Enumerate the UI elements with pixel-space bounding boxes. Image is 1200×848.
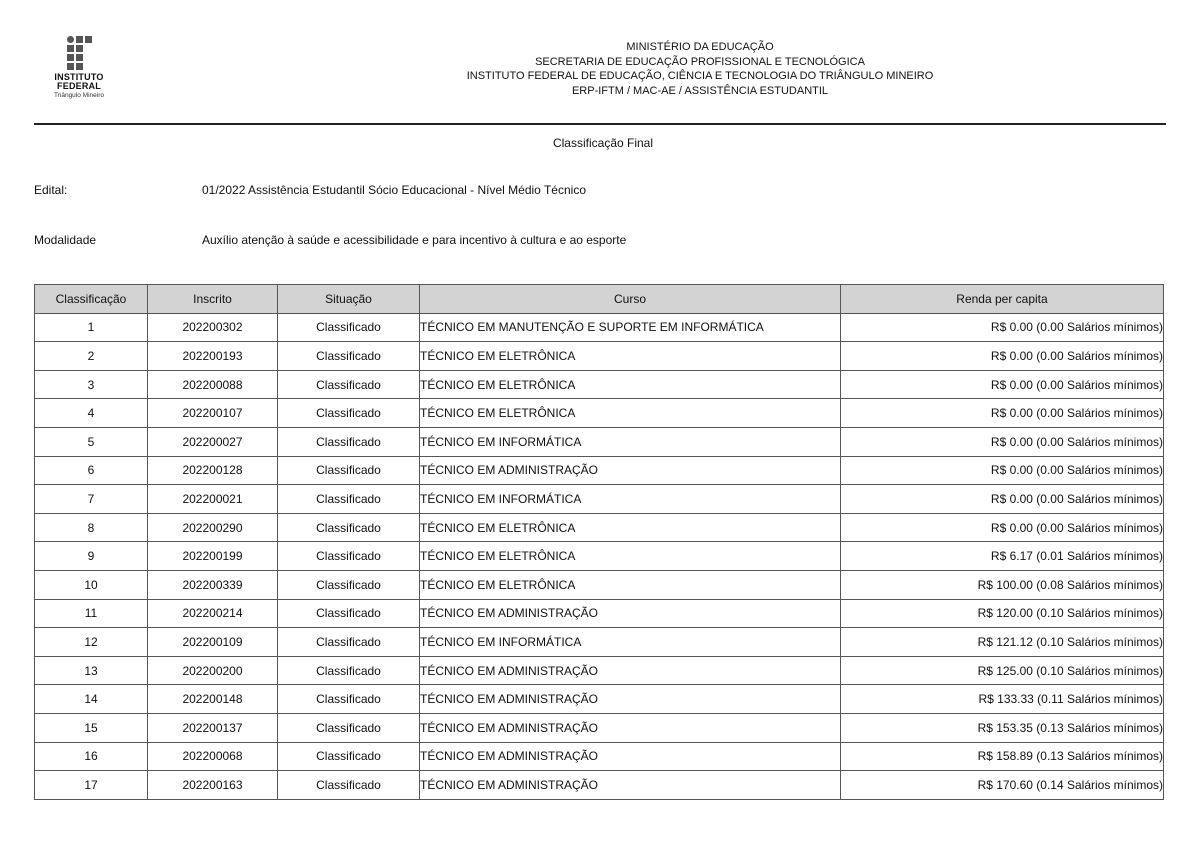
header-secretariat: SECRETARIA DE EDUCAÇÃO PROFISSIONAL E TECNOLÓGICA [535,55,865,68]
cell-classificacao: 2 [35,342,148,371]
cell-classificacao: 13 [35,656,148,685]
cell-inscrito: 202200027 [148,427,278,456]
cell-curso: TÉCNICO EM ADMINISTRAÇÃO [420,771,841,800]
logo-text-line1: INSTITUTO [54,72,104,82]
cell-inscrito: 202200128 [148,456,278,485]
table-row [35,427,1164,456]
header-system: ERP-IFTM / MAC-AE / ASSISTÊNCIA ESTUDANTIL [571,84,829,97]
cell-curso: TÉCNICO EM ADMINISTRAÇÃO [420,456,841,485]
cell-situacao: Classificado [278,685,420,714]
cell-inscrito: 202200107 [148,399,278,428]
cell-situacao: Classificado [278,342,420,371]
cell-curso: TÉCNICO EM ELETRÔNICA [420,542,841,571]
column-header-inscrito: Inscrito [148,285,278,314]
cell-classificacao: 3 [35,370,148,399]
cell-inscrito: 202200021 [148,485,278,514]
cell-curso: TÉCNICO EM ADMINISTRAÇÃO [420,599,841,628]
edital-label: Edital: [34,183,68,197]
cell-classificacao: 11 [35,599,148,628]
cell-curso: TÉCNICO EM ADMINISTRAÇÃO [420,656,841,685]
cell-curso: TÉCNICO EM MANUTENÇÃO E SUPORTE EM INFORMÁTICA [420,313,841,342]
cell-classificacao: 12 [35,628,148,657]
cell-situacao: Classificado [278,656,420,685]
table-header-row [35,285,1164,314]
cell-curso: TÉCNICO EM ELETRÔNICA [420,570,841,599]
cell-situacao: Classificado [278,713,420,742]
cell-renda: R$ 170.60 (0.14 Salários mínimos) [841,771,1164,800]
cell-classificacao: 8 [35,513,148,542]
cell-renda: R$ 100.00 (0.08 Salários mínimos) [841,570,1164,599]
cell-classificacao: 14 [35,685,148,714]
cell-situacao: Classificado [278,542,420,571]
logo-text-line2: FEDERAL [57,81,101,91]
column-header-classificacao: Classificação [35,285,148,314]
table-body [35,313,1164,799]
cell-classificacao: 4 [35,399,148,428]
cell-renda: R$ 0.00 (0.00 Salários mínimos) [841,456,1164,485]
cell-inscrito: 202200163 [148,771,278,800]
cell-situacao: Classificado [278,313,420,342]
cell-inscrito: 202200214 [148,599,278,628]
cell-renda: R$ 120.00 (0.10 Salários mínimos) [841,599,1164,628]
cell-curso: TÉCNICO EM ADMINISTRAÇÃO [420,685,841,714]
cell-classificacao: 10 [35,570,148,599]
cell-inscrito: 202200109 [148,628,278,657]
cell-inscrito: 202200088 [148,370,278,399]
table-row [35,771,1164,800]
table-row [35,542,1164,571]
cell-classificacao: 9 [35,542,148,571]
document-header [400,40,1000,98]
logo-mark-icon [67,36,92,70]
table-row [35,570,1164,599]
institution-logo [34,36,124,100]
cell-inscrito: 202200137 [148,713,278,742]
cell-renda: R$ 6.17 (0.01 Salários mínimos) [841,542,1164,571]
cell-situacao: Classificado [278,513,420,542]
cell-inscrito: 202200339 [148,570,278,599]
cell-curso: TÉCNICO EM INFORMÁTICA [420,485,841,514]
edital-value: 01/2022 Assistência Estudantil Sócio Educacional - Nível Médio Técnico [202,183,586,197]
cell-renda: R$ 125.00 (0.10 Salários mínimos) [841,656,1164,685]
cell-curso: TÉCNICO EM ELETRÔNICA [420,399,841,428]
cell-renda: R$ 0.00 (0.00 Salários mínimos) [841,342,1164,371]
cell-situacao: Classificado [278,456,420,485]
cell-situacao: Classificado [278,771,420,800]
cell-renda: R$ 121.12 (0.10 Salários mínimos) [841,628,1164,657]
cell-inscrito: 202200302 [148,313,278,342]
cell-situacao: Classificado [278,485,420,514]
table-row [35,599,1164,628]
cell-renda: R$ 0.00 (0.00 Salários mínimos) [841,399,1164,428]
cell-classificacao: 1 [35,313,148,342]
table-row [35,313,1164,342]
cell-renda: R$ 153.35 (0.13 Salários mínimos) [841,713,1164,742]
column-header-renda: Renda per capita [841,285,1164,314]
cell-classificacao: 15 [35,713,148,742]
cell-situacao: Classificado [278,742,420,771]
page-title: Classificação Final [552,136,654,150]
cell-inscrito: 202200290 [148,513,278,542]
cell-classificacao: 17 [35,771,148,800]
table-row [35,456,1164,485]
cell-curso: TÉCNICO EM INFORMÁTICA [420,427,841,456]
logo-text-line3: Triângulo Mineiro [54,92,104,99]
table-row [35,713,1164,742]
header-institute: INSTITUTO FEDERAL DE EDUCAÇÃO, CIÊNCIA E TECNOLOGIA DO TRIÂNGULO MINEIRO [466,70,934,82]
cell-renda: R$ 0.00 (0.00 Salários mínimos) [841,513,1164,542]
classification-table [34,284,1164,800]
cell-inscrito: 202200199 [148,542,278,571]
cell-curso: TÉCNICO EM ELETRÔNICA [420,342,841,371]
column-header-curso: Curso [420,285,841,314]
cell-situacao: Classificado [278,427,420,456]
cell-classificacao: 6 [35,456,148,485]
cell-curso: TÉCNICO EM ELETRÔNICA [420,370,841,399]
table-row [35,656,1164,685]
cell-situacao: Classificado [278,570,420,599]
modalidade-label: Modalidade [34,233,97,247]
cell-curso: TÉCNICO EM INFORMÁTICA [420,628,841,657]
cell-curso: TÉCNICO EM ADMINISTRAÇÃO [420,713,841,742]
table-row [35,370,1164,399]
table-row [35,742,1164,771]
cell-curso: TÉCNICO EM ELETRÔNICA [420,513,841,542]
cell-situacao: Classificado [278,399,420,428]
column-header-situacao: Situação [278,285,420,314]
cell-renda: R$ 0.00 (0.00 Salários mínimos) [841,485,1164,514]
cell-renda: R$ 133.33 (0.11 Salários mínimos) [841,685,1164,714]
cell-situacao: Classificado [278,599,420,628]
header-ministry: MINISTÉRIO DA EDUCAÇÃO [626,41,774,53]
cell-situacao: Classificado [278,370,420,399]
cell-inscrito: 202200193 [148,342,278,371]
cell-classificacao: 5 [35,427,148,456]
cell-inscrito: 202200068 [148,742,278,771]
cell-classificacao: 7 [35,485,148,514]
cell-classificacao: 16 [35,742,148,771]
cell-curso: TÉCNICO EM ADMINISTRAÇÃO [420,742,841,771]
cell-renda: R$ 0.00 (0.00 Salários mínimos) [841,313,1164,342]
table-row [35,399,1164,428]
table-row [35,628,1164,657]
header-divider [34,123,1166,125]
table-row [35,513,1164,542]
cell-renda: R$ 158.89 (0.13 Salários mínimos) [841,742,1164,771]
cell-inscrito: 202200200 [148,656,278,685]
cell-situacao: Classificado [278,628,420,657]
table-row [35,342,1164,371]
table-row [35,685,1164,714]
table-row [35,485,1164,514]
cell-renda: R$ 0.00 (0.00 Salários mínimos) [841,427,1164,456]
cell-inscrito: 202200148 [148,685,278,714]
cell-renda: R$ 0.00 (0.00 Salários mínimos) [841,370,1164,399]
modalidade-value: Auxílio atenção à saúde e acessibilidade e para incentivo à cultura e ao esporte [202,233,627,247]
